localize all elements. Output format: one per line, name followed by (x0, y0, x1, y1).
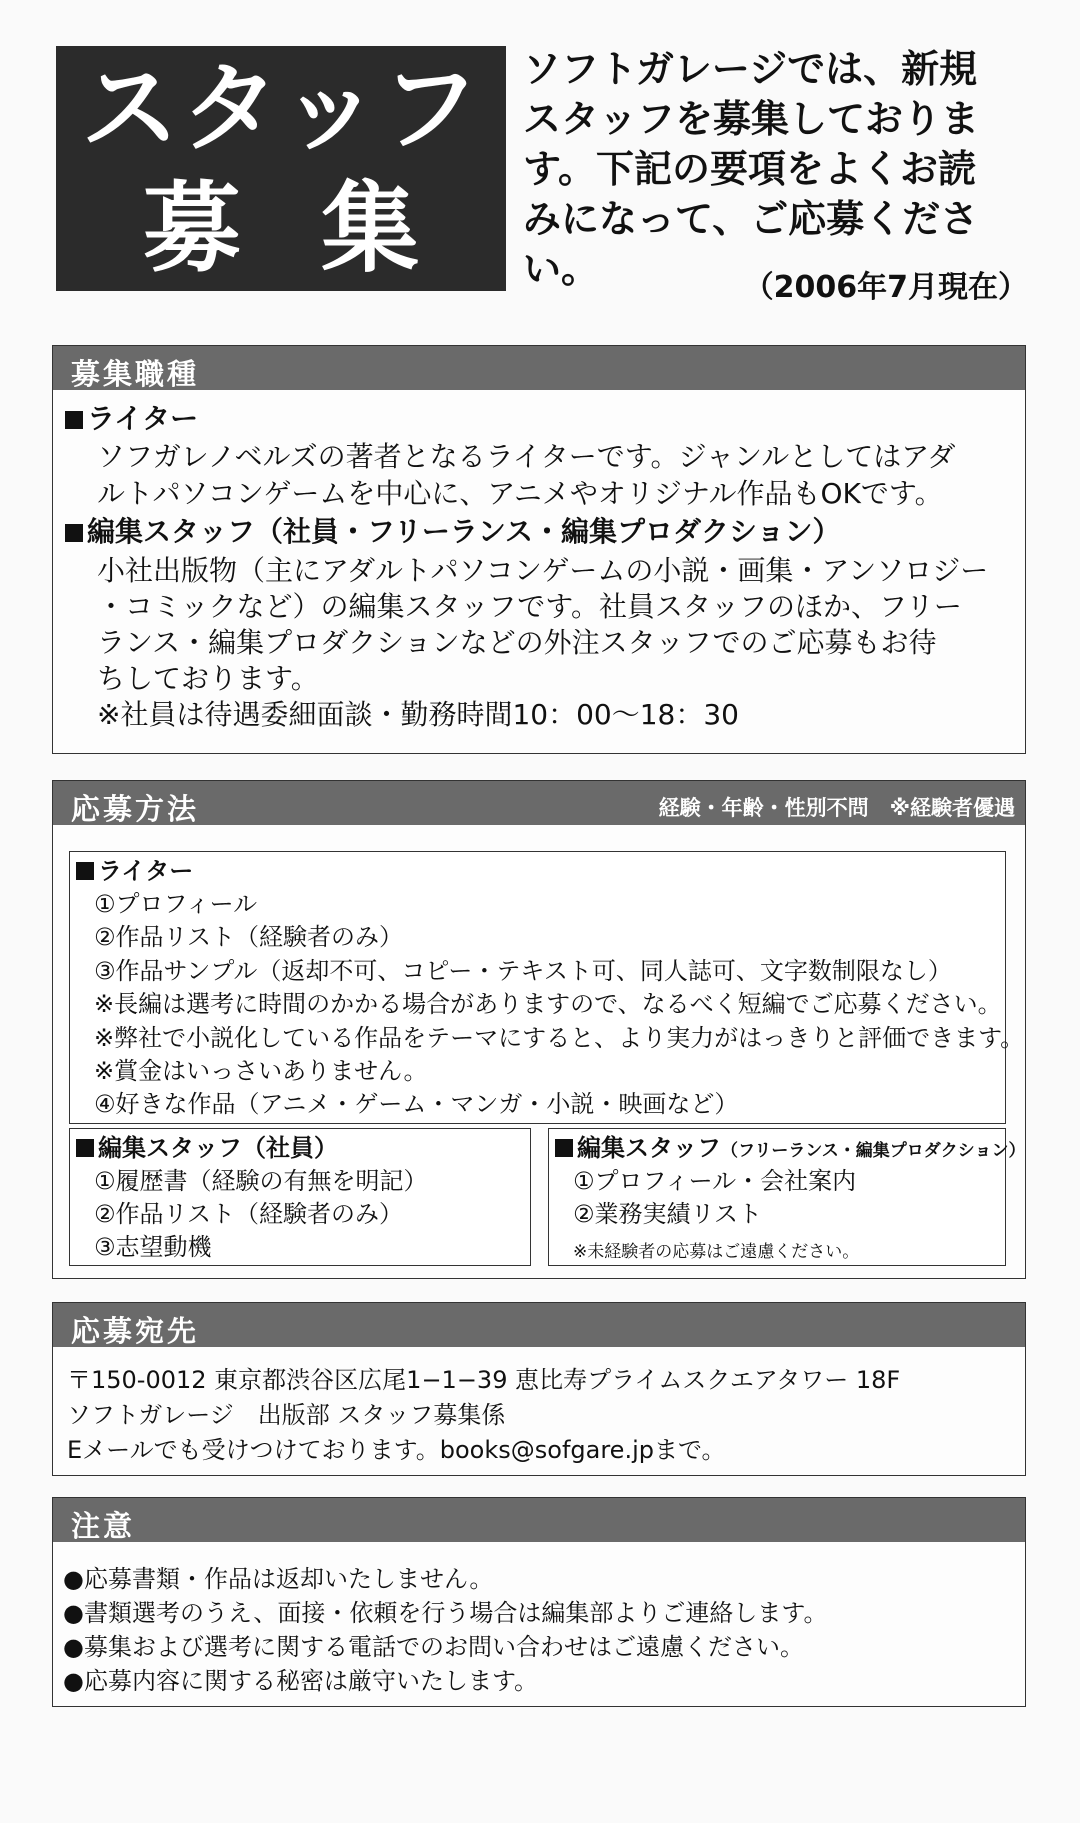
intro-text (523, 44, 1043, 294)
section-title: 注意 (71, 1509, 136, 1543)
notice-item: ●応募書類・作品は返却いたしません。 (63, 1565, 494, 1593)
intro-line: みになって、ご応募ください。 (523, 197, 979, 291)
section-header (53, 346, 1025, 390)
apply-conditions-note: 経験・年齢・性別不問 ※経験者優遇 (658, 796, 1015, 820)
section-title: 応募宛先 (71, 1314, 200, 1348)
editor-desc-line: ちしております。 (97, 662, 319, 695)
apply-writer-heading: ライター (76, 854, 193, 888)
writer-heading: ライター (65, 401, 198, 437)
apply-freelance-item: ②業務実績リスト (573, 1200, 763, 1228)
apply-writer-item: ※弊社で小説化している作品をテーマにすると、より実力がはっきりと評価できます。 (94, 1024, 1025, 1052)
recruit-title-line1: スタッフ (80, 52, 481, 166)
editor-heading: 編集スタッフ（社員・フリーランス・編集プロダクション） (65, 514, 840, 550)
intro-line: ソフトガレージでは、新規 (523, 47, 978, 91)
apply-freelance-note: ※未経験者の応募はご遠慮ください。 (573, 1242, 860, 1262)
apply-staff-box (69, 1128, 531, 1266)
square-bullet-icon (76, 1139, 94, 1157)
apply-staff-item: ②作品リスト（経験者のみ） (94, 1200, 404, 1228)
square-bullet-icon (65, 411, 83, 429)
apply-staff-heading: 編集スタッフ（社員） (76, 1131, 338, 1165)
address-line: Eメールでも受けつけております。books@sofgare.jpまで。 (67, 1436, 726, 1464)
recruit-title-block (56, 46, 506, 291)
apply-staff-item: ③志望動機 (94, 1233, 212, 1261)
section-header (53, 1498, 1025, 1542)
apply-freelance-heading: 編集スタッフ（フリーランス・編集プロダクション） (555, 1131, 1025, 1168)
notice-section (52, 1497, 1026, 1707)
apply-writer-item: ②作品リスト（経験者のみ） (94, 923, 404, 951)
square-bullet-icon (555, 1139, 573, 1157)
editor-desc-line: ※社員は待遇委細面談・勤務時間10：00〜18：30 (97, 698, 739, 731)
intro-line: スタッフを募集しておりま (523, 97, 980, 141)
apply-writer-item: ③作品サンプル（返却不可、コピー・テキスト可、同人誌可、文字数制限なし） (94, 957, 952, 985)
positions-section (52, 345, 1026, 754)
apply-writer-item: ※長編は選考に時間のかかる場合がありますので、なるべく短編でご応募ください。 (94, 990, 1002, 1018)
notice-item: ●応募内容に関する秘密は厳守いたします。 (63, 1667, 539, 1695)
apply-freelance-heading-sub: （フリーランス・編集プロダクション） (721, 1141, 1026, 1161)
address-line: 〒150-0012 東京都渋谷区広尾1−1−39 恵比寿プライムスクエアタワー 18F (67, 1366, 901, 1394)
square-bullet-icon (65, 524, 83, 542)
apply-writer-box (69, 851, 1025, 1124)
apply-freelance-box (548, 1128, 1026, 1266)
recruit-title-line2: 募集 (142, 172, 499, 286)
date-stamp: （2006年7月現在） (743, 270, 1028, 305)
section-title: 募集職種 (71, 357, 200, 391)
apply-writer-item: ④好きな作品（アニメ・ゲーム・マンガ・小説・映画など） (94, 1090, 739, 1118)
square-bullet-icon (76, 862, 94, 880)
section-header (53, 781, 1025, 825)
apply-staff-item: ①履歴書（経験の有無を明記） (94, 1167, 428, 1195)
editor-desc-line: ランス・編集プロダクションなどの外注スタッフでのご応募もお待 (97, 626, 937, 659)
editor-desc-line: ・コミックなど）の編集スタッフです。社員スタッフのほか、フリー (97, 590, 962, 623)
address-line: ソフトガレージ 出版部 スタッフ募集係 (67, 1401, 506, 1429)
notice-item: ●書類選考のうえ、面接・依頼を行う場合は編集部よりご連絡します。 (63, 1599, 828, 1627)
address-section (52, 1302, 1026, 1476)
intro-line: す。下記の要項をよくお読 (523, 147, 976, 191)
writer-desc-line: ルトパソコンゲームを中心に、アニメやオリジナル作品もOKです。 (97, 477, 943, 510)
apply-freelance-item: ①プロフィール・会社案内 (573, 1167, 857, 1195)
editor-desc-line: 小社出版物（主にアダルトパソコンゲームの小説・画集・アンソロジー (97, 554, 989, 587)
apply-section (52, 780, 1026, 1279)
apply-writer-item: ①プロフィール (94, 890, 258, 918)
section-header (53, 1303, 1025, 1347)
section-title: 応募方法 (71, 792, 200, 826)
apply-writer-item: ※賞金はいっさいありません。 (94, 1057, 428, 1085)
notice-item: ●募集および選考に関する電話でのお問い合わせはご遠慮ください。 (63, 1633, 804, 1661)
writer-desc-line: ソフガレノベルズの著者となるライターです。ジャンルとしてはアダ (97, 440, 956, 473)
